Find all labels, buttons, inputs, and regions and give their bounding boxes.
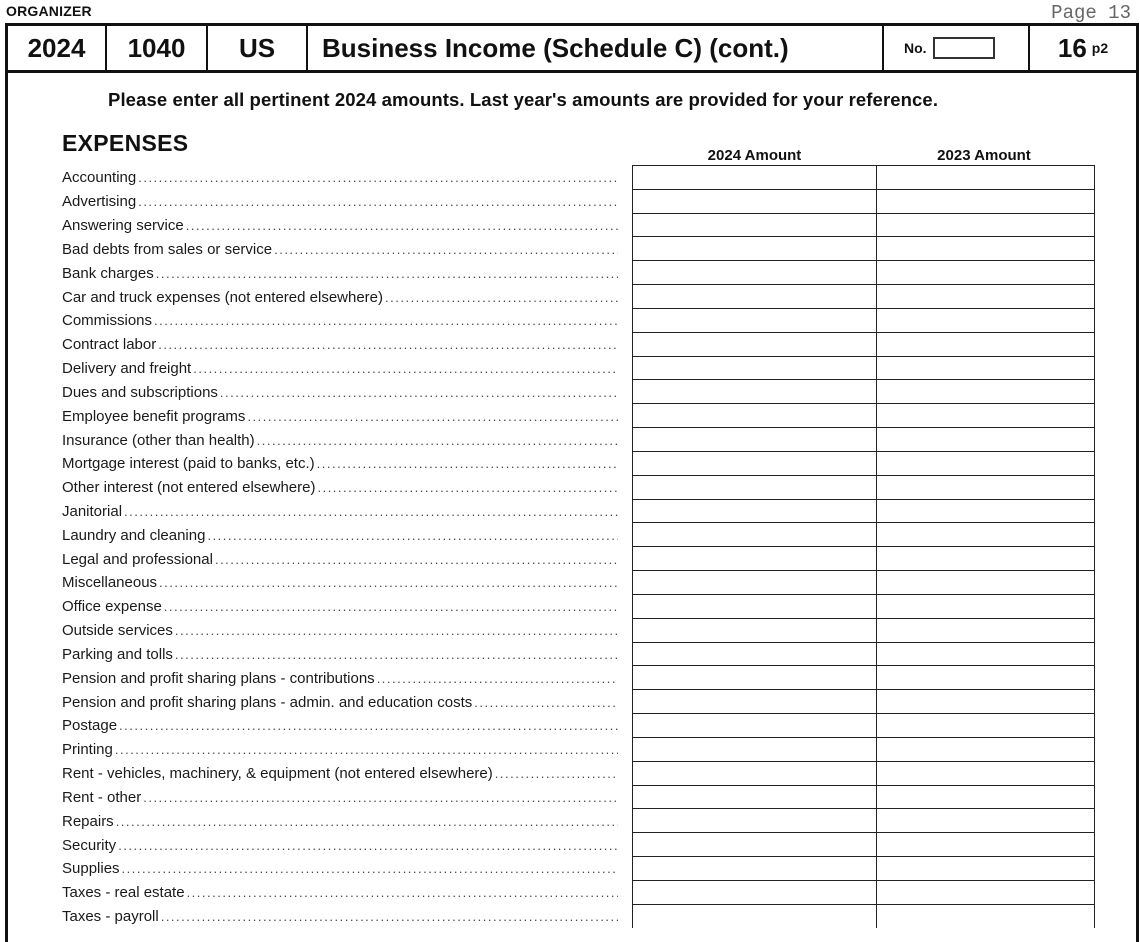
- expense-label: Dues and subscriptions: [62, 383, 218, 401]
- expense-label: Taxes - real estate: [62, 884, 185, 902]
- amount-2023-field[interactable]: [877, 500, 1094, 523]
- amount-2024-field[interactable]: [633, 500, 877, 523]
- expense-row-label: [62, 619, 618, 643]
- leader-dots: [118, 838, 618, 853]
- amount-2024-field[interactable]: [633, 309, 877, 332]
- table-row: [633, 475, 1094, 499]
- expense-label: Pension and profit sharing plans - contributions: [62, 669, 375, 687]
- amount-2024-field[interactable]: [633, 571, 877, 594]
- organizer-label: ORGANIZER: [6, 3, 92, 19]
- amount-2024-field[interactable]: [633, 690, 877, 713]
- leader-dots: [122, 861, 618, 876]
- leader-dots: [124, 504, 618, 519]
- leader-dots: [385, 290, 618, 305]
- leader-dots: [495, 766, 618, 781]
- amount-2024-field[interactable]: [633, 786, 877, 809]
- table-row: [633, 499, 1094, 523]
- expense-label: Office expense: [62, 598, 162, 616]
- amount-2023-field[interactable]: [877, 666, 1094, 689]
- expense-row-label: [62, 214, 618, 238]
- amount-2023-field[interactable]: [877, 380, 1094, 403]
- copy-number-field[interactable]: [933, 37, 995, 59]
- table-row: [633, 379, 1094, 403]
- leader-dots: [186, 218, 618, 233]
- amount-2024-field[interactable]: [633, 809, 877, 832]
- leader-dots: [187, 885, 618, 900]
- amount-2024-field[interactable]: [633, 666, 877, 689]
- amount-2024-field[interactable]: [633, 762, 877, 785]
- amount-2024-field[interactable]: [633, 190, 877, 213]
- page-label: Page 13: [1051, 2, 1131, 24]
- table-row: [633, 165, 1094, 189]
- expense-label: Car and truck expenses (not entered elsewhere): [62, 288, 384, 306]
- amount-2024-field[interactable]: [633, 237, 877, 260]
- leader-dots: [220, 385, 618, 400]
- expense-row-label: [62, 309, 618, 333]
- leader-dots: [161, 909, 618, 924]
- table-row: [633, 546, 1094, 570]
- amount-2023-field[interactable]: [877, 905, 1094, 928]
- amount-2024-field[interactable]: [633, 452, 877, 475]
- leader-dots: [158, 337, 618, 352]
- expense-label: Accounting: [62, 169, 137, 187]
- leader-dots: [175, 623, 618, 638]
- amount-2023-field[interactable]: [877, 643, 1094, 666]
- amount-2023-field[interactable]: [877, 452, 1094, 475]
- table-row: [633, 236, 1094, 260]
- amount-2024-field[interactable]: [633, 380, 877, 403]
- amount-2024-field[interactable]: [633, 476, 877, 499]
- table-row: [633, 260, 1094, 284]
- expense-row-label: [62, 380, 618, 404]
- expense-row-label: [62, 786, 618, 810]
- amount-2023-field[interactable]: [877, 738, 1094, 761]
- table-row: [633, 785, 1094, 809]
- table-row: [633, 284, 1094, 308]
- amount-2023-field[interactable]: [877, 690, 1094, 713]
- expense-label: Taxes - payroll: [62, 908, 159, 926]
- expense-label: Mortgage interest (paid to banks, etc.): [62, 455, 315, 473]
- amount-2024-field[interactable]: [633, 523, 877, 546]
- leader-dots: [159, 575, 618, 590]
- amount-2023-field[interactable]: [877, 714, 1094, 737]
- amount-2023-field[interactable]: [877, 261, 1094, 284]
- expense-row-label: [62, 881, 618, 905]
- expense-row-label: [62, 357, 618, 381]
- expense-label: Printing: [62, 741, 113, 759]
- expense-row-label: [62, 595, 618, 619]
- amount-2023-field[interactable]: [877, 309, 1094, 332]
- expense-label: Advertising: [62, 193, 137, 211]
- expense-row-label: [62, 452, 618, 476]
- leader-dots: [116, 814, 618, 829]
- expense-label: Parking and tolls: [62, 645, 173, 663]
- page-number: 16: [1057, 32, 1087, 63]
- section-heading: EXPENSES: [62, 130, 189, 156]
- table-row: [633, 522, 1094, 546]
- leader-dots: [138, 194, 618, 209]
- amount-2024-field[interactable]: [633, 428, 877, 451]
- amount-2024-field[interactable]: [633, 619, 877, 642]
- table-row: [633, 403, 1094, 427]
- table-row: [633, 451, 1094, 475]
- leader-dots: [207, 528, 618, 543]
- expense-row-label: [62, 428, 618, 452]
- column-header-2024: 2024 Amount: [707, 147, 802, 164]
- expense-label: Contract labor: [62, 336, 157, 354]
- expense-row-label: [62, 261, 618, 285]
- expense-labels: [62, 166, 618, 929]
- expense-label: Supplies: [62, 860, 120, 878]
- leader-dots: [215, 552, 618, 567]
- leader-dots: [143, 790, 618, 805]
- amount-2024-field[interactable]: [633, 595, 877, 618]
- page-suffix: p2: [1091, 40, 1109, 56]
- expense-row-label: [62, 690, 618, 714]
- amount-2023-field[interactable]: [877, 619, 1094, 642]
- amount-2023-field[interactable]: [877, 809, 1094, 832]
- expense-label: Outside services: [62, 622, 173, 640]
- amount-2023-field[interactable]: [877, 214, 1094, 237]
- expense-label: Legal and professional: [62, 550, 213, 568]
- leader-dots: [138, 170, 618, 185]
- expense-row-label: [62, 404, 618, 428]
- leader-dots: [257, 433, 618, 448]
- amount-2023-field[interactable]: [877, 333, 1094, 356]
- amount-2024-field[interactable]: [633, 285, 877, 308]
- amount-2023-field[interactable]: [877, 881, 1094, 904]
- expense-label: Security: [62, 836, 117, 854]
- expense-row-label: [62, 666, 618, 690]
- table-row: [633, 427, 1094, 451]
- expense-row-label: [62, 237, 618, 261]
- amount-2024-field[interactable]: [633, 881, 877, 904]
- table-row: [633, 332, 1094, 356]
- amount-grid: [632, 165, 1095, 928]
- amount-2023-field[interactable]: [877, 547, 1094, 570]
- expense-label: Employee benefit programs: [62, 407, 246, 425]
- expense-label: Answering service: [62, 217, 184, 235]
- expense-label: Other interest (not entered elsewhere): [62, 479, 316, 497]
- expense-row-label: [62, 714, 618, 738]
- table-row: [633, 713, 1094, 737]
- copy-number-group: [884, 26, 1030, 70]
- amount-2023-field[interactable]: [877, 786, 1094, 809]
- expense-label: Insurance (other than health): [62, 431, 255, 449]
- leader-dots: [115, 742, 618, 757]
- amount-2024-field[interactable]: [633, 857, 877, 880]
- leader-dots: [154, 313, 618, 328]
- amount-2024-field[interactable]: [633, 833, 877, 856]
- expense-row-label: [62, 547, 618, 571]
- leader-dots: [164, 599, 618, 614]
- expense-row-label: [62, 500, 618, 524]
- amount-2023-field[interactable]: [877, 285, 1094, 308]
- table-row: [633, 308, 1094, 332]
- expense-label: Miscellaneous: [62, 574, 158, 592]
- table-row: [633, 213, 1094, 237]
- instruction-text: Please enter all pertinent 2024 amounts. Last year's amounts are provided for your reference.: [108, 89, 939, 110]
- amount-2023-field[interactable]: [877, 476, 1094, 499]
- amount-2024-field[interactable]: [633, 905, 877, 928]
- amount-2023-field[interactable]: [877, 833, 1094, 856]
- expense-row-label: [62, 523, 618, 547]
- tax-year: 2024: [8, 26, 107, 70]
- copy-number-label: No.: [904, 40, 927, 56]
- leader-dots: [156, 266, 618, 281]
- table-row: [633, 570, 1094, 594]
- expense-row-label: [62, 905, 618, 929]
- amount-2023-field[interactable]: [877, 571, 1094, 594]
- amount-2024-field[interactable]: [633, 404, 877, 427]
- expense-label: Janitorial: [62, 503, 123, 520]
- expense-label: Postage: [62, 717, 118, 735]
- amount-2024-field[interactable]: [633, 547, 877, 570]
- table-row: [633, 665, 1094, 689]
- expense-row-label: [62, 190, 618, 214]
- table-row: [633, 689, 1094, 713]
- expense-row-label: [62, 833, 618, 857]
- expense-label: Rent - other: [62, 788, 142, 806]
- amount-2023-field[interactable]: [877, 237, 1094, 260]
- expense-label: Repairs: [62, 812, 114, 830]
- amount-2023-field[interactable]: [877, 428, 1094, 451]
- expense-label: Laundry and cleaning: [62, 526, 206, 544]
- leader-dots: [377, 671, 618, 686]
- leader-dots: [274, 242, 618, 257]
- leader-dots: [175, 647, 618, 662]
- expense-row-label: [62, 857, 618, 881]
- jurisdiction: US: [208, 26, 308, 70]
- amount-2023-field[interactable]: [877, 166, 1094, 189]
- amount-2024-field[interactable]: [633, 333, 877, 356]
- amount-2024-field[interactable]: [633, 643, 877, 666]
- expense-row-label: [62, 643, 618, 667]
- amount-2024-field[interactable]: [633, 261, 877, 284]
- column-header-2023: 2023 Amount: [937, 147, 1031, 164]
- leader-dots: [247, 409, 618, 424]
- form-header: [5, 23, 1139, 73]
- expense-row-label: [62, 571, 618, 595]
- expense-label: Delivery and freight: [62, 360, 192, 378]
- table-row: [633, 737, 1094, 761]
- table-row: [633, 642, 1094, 666]
- table-row: [633, 808, 1094, 832]
- amount-2023-field[interactable]: [877, 595, 1094, 618]
- amount-2023-field[interactable]: [877, 523, 1094, 546]
- leader-dots: [193, 361, 618, 376]
- expense-row-label: [62, 738, 618, 762]
- expense-label: Bank charges: [62, 264, 154, 282]
- amount-2023-field[interactable]: [877, 357, 1094, 380]
- expense-label: Rent - vehicles, machinery, & equipment (not entered elsewhere): [62, 765, 493, 783]
- expense-row-label: [62, 809, 618, 833]
- amount-2023-field[interactable]: [877, 404, 1094, 427]
- expense-row-label: [62, 476, 618, 500]
- leader-dots: [119, 718, 618, 733]
- leader-dots: [474, 695, 618, 710]
- table-row: [633, 904, 1094, 928]
- form-number: 1040: [107, 26, 208, 70]
- expense-row-label: [62, 285, 618, 309]
- table-row: [633, 832, 1094, 856]
- expense-row-label: [62, 762, 618, 786]
- amount-2023-field[interactable]: [877, 762, 1094, 785]
- amount-2024-field[interactable]: [633, 738, 877, 761]
- amount-2024-field[interactable]: [633, 166, 877, 189]
- amount-2024-field[interactable]: [633, 357, 877, 380]
- table-row: [633, 356, 1094, 380]
- expense-row-label: [62, 166, 618, 190]
- form-title: Business Income (Schedule C) (cont.): [308, 26, 884, 70]
- organizer-page-number: [1030, 26, 1136, 70]
- amount-2024-field[interactable]: [633, 214, 877, 237]
- amount-2023-field[interactable]: [877, 857, 1094, 880]
- expense-row-label: [62, 333, 618, 357]
- table-row: [633, 594, 1094, 618]
- expense-label: Pension and profit sharing plans - admin. and education costs: [62, 693, 473, 711]
- table-row: [633, 880, 1094, 904]
- table-row: [633, 189, 1094, 213]
- expense-label: Bad debts from sales or service: [62, 240, 273, 258]
- amount-2023-field[interactable]: [877, 190, 1094, 213]
- amount-2024-field[interactable]: [633, 714, 877, 737]
- table-row: [633, 856, 1094, 880]
- table-row: [633, 618, 1094, 642]
- leader-dots: [317, 480, 618, 495]
- leader-dots: [317, 456, 618, 471]
- expense-label: Commissions: [62, 312, 153, 330]
- table-row: [633, 761, 1094, 785]
